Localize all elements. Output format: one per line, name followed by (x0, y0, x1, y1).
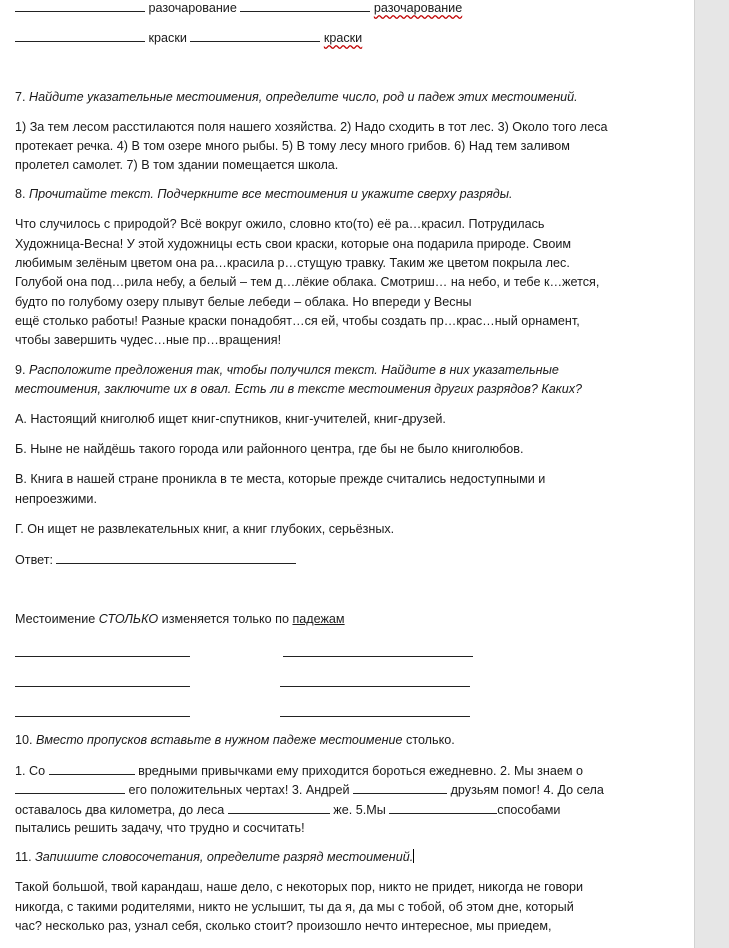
task7-line-2: протекает речка. 4) В том озере много рыбы. 5) В тому лесу много грибов. 6) Над тем заливом (15, 139, 570, 153)
task9-sentence-v: В. Книга в нашей стране проникла в те места, которые прежде считались недоступными и (15, 472, 546, 486)
task10-line-2: его положительных чертах! 3. Андрей друзьям помог! 4. До села (15, 780, 604, 801)
task9-sentence-v-cont: непроезжими. (15, 492, 97, 506)
task11-line-2: никогда, с такими родителями, никто не услышит, ты да я, да мы с тобой, об этом дне, который (15, 900, 574, 914)
task8-heading: 8. Прочитайте текст. Подчеркните все местоимения и укажите сверху разряды. (15, 187, 513, 201)
task7-heading: 7. Найдите указательные местоимения, определите число, род и падеж этих местоимений. (15, 90, 578, 104)
task8-text-line: Голубой она под…рила небу, а белый – тем д…лёкие облака. Смотриш… на небо, и тебе к…жется, (15, 275, 600, 289)
stolko-note: Местоимение СТОЛЬКО изменяется только по падежам (15, 612, 345, 626)
task8-text-line: любимым зелёным цветом она ра…красила р…стущую травку. Таким же цветом покрыла лес. (15, 256, 570, 270)
task8-text-line: Что случилось с природой? Всё вокруг ожило, словно кто(то) её ра…красил. Потрудилась (15, 217, 545, 231)
vertical-scrollbar[interactable] (694, 0, 729, 948)
task11-line-3: час? несколько раз, узнал себя, сколько стоит? произошло нечто интересное, мы приедем, (15, 919, 552, 933)
blank-field[interactable] (228, 800, 330, 814)
task9-heading: 9. Расположите предложения так, чтобы получился текст. Найдите в них указательные (15, 363, 559, 377)
blank-field[interactable] (190, 28, 320, 42)
blank-field[interactable] (49, 761, 135, 775)
blank-field[interactable] (15, 780, 125, 794)
task7-line-3: пролетел самолет. 7) В том здании помещается школа. (15, 158, 339, 172)
blank-field[interactable] (240, 0, 370, 12)
answer-field[interactable] (56, 550, 296, 564)
task10-line-4: пытались решить задачу, что трудно и сосчитать! (15, 821, 305, 835)
blank-field[interactable] (353, 780, 447, 794)
blank-field[interactable] (15, 0, 145, 12)
text-cursor (413, 849, 414, 863)
top-line-2: краски краски (15, 28, 362, 49)
task11-heading: 11. Запишите словосочетания, определите разряд местоимений. (15, 850, 414, 864)
task11-line-1: Такой большой, твой карандаш, наше дело, с некоторых пор, никто не придет, никогда не говори (15, 880, 584, 894)
task9-sentence-g: Г. Он ищет не развлекательных книг, а книг глубоких, серьёзных. (15, 522, 395, 536)
task8-text-line: Художница-Весна! У этой художницы есть свои краски, которые она подарила природе. Своим (15, 237, 572, 251)
blank-field[interactable] (389, 800, 497, 814)
task8-text-line: будто по голубому озеру плывут белые лебеди – облака. Но впереди у Весны (15, 295, 472, 309)
answer-line[interactable] (280, 716, 470, 717)
task9-answer: Ответ: (15, 550, 296, 571)
answer-line[interactable] (280, 686, 470, 687)
task10-line-1: 1. Со вредными привычками ему приходится бороться ежедневно. 2. Мы знаем о (15, 761, 583, 782)
answer-line[interactable] (283, 656, 473, 657)
task10-line-3: оставалось два километра, до леса же. 5.Мы способами (15, 800, 560, 821)
task9-heading-cont: местоимения, заключите их в овал. Есть ли в тексте местоимения других разрядов? Каких? (15, 382, 583, 396)
task7-line-1: 1) За тем лесом расстилаются поля нашего хозяйства. 2) Надо сходить в тот лес. 3) Около того леса (15, 120, 608, 134)
task9-sentence-a: А. Настоящий книголюб ищет книг-спутников, книг-учителей, книг-друзей. (15, 412, 446, 426)
answer-line[interactable] (15, 656, 190, 657)
task9-sentence-b: Б. Ныне не найдёшь такого города или районного центра, где бы не было книголюбов. (15, 442, 524, 456)
top-line-1: разочарование разочарование (15, 0, 462, 19)
task8-text-line: чтобы завершить чудес…ные пр…вращения! (15, 333, 282, 347)
blank-field[interactable] (15, 28, 145, 42)
task8-text-line: ещё столько работы! Разные краски понадобят…ся ей, чтобы создать пр…крас…ный орнамент, (15, 314, 580, 328)
answer-line[interactable] (15, 716, 190, 717)
answer-line[interactable] (15, 686, 190, 687)
task10-heading: 10. Вместо пропусков вставьте в нужном падеже местоимение столько. (15, 733, 455, 747)
